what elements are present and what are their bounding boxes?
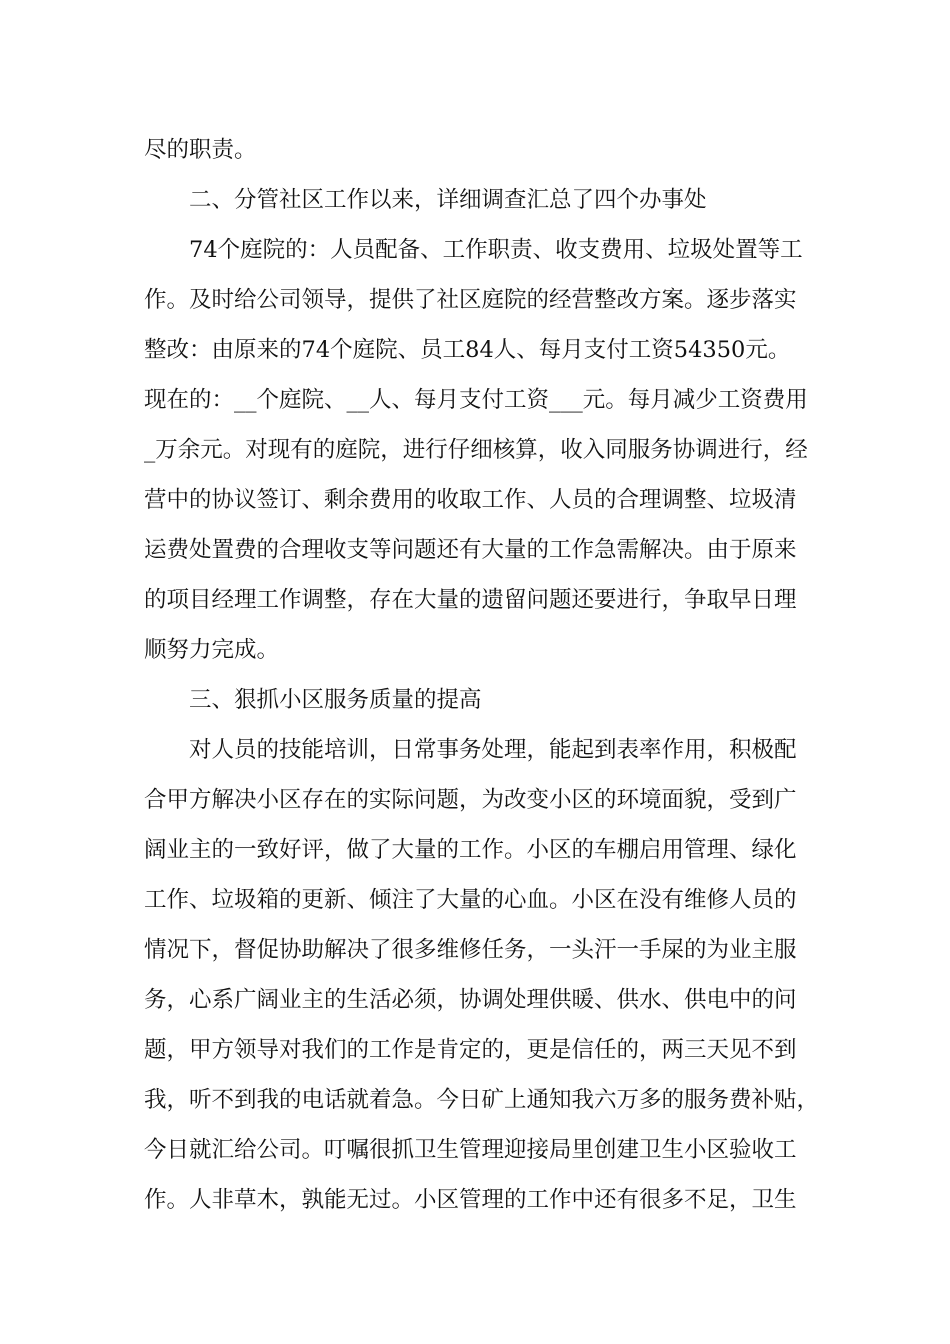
text-line-9: 运费处置费的合理收支等问题还有大量的工作急需解决。由于原来 [144, 537, 797, 563]
text-line-3: 74个庭院的：人员配备、工作职责、收支费用、垃圾处置等工 [189, 237, 803, 263]
text-line-7: _万余元。对现有的庭院，进行仔细核算，收入同服务协调进行，经 [144, 437, 808, 463]
text-line-5: 整改：由原来的74个庭院、员工84人、每月支付工资54350元。 [144, 337, 791, 363]
text-line-15: 阔业主的一致好评，做了大量的工作。小区的车棚启用管理、绿化 [144, 837, 797, 863]
text-line-13: 对人员的技能培训，日常事务处理，能起到表率作用，积极配 [189, 737, 797, 763]
text-line-19: 题，甲方领导对我们的工作是肯定的，更是信任的，两三天见不到 [144, 1037, 797, 1063]
text-line-6: 现在的：__个庭院、__人、每月支付工资___元。每月减少工资费用 [144, 387, 808, 413]
text-line-4: 作。及时给公司领导，提供了社区庭院的经营整改方案。逐步落实 [144, 287, 797, 313]
text-line-21: 今日就汇给公司。叮嘱很抓卫生管理迎接局里创建卫生小区验收工 [144, 1137, 797, 1163]
text-line-11: 顺努力完成。 [144, 637, 280, 663]
text-line-10: 的项目经理工作调整，存在大量的遗留问题还要进行，争取早日理 [144, 587, 797, 613]
text-line-22: 作。人非草木，孰能无过。小区管理的工作中还有很多不足，卫生 [144, 1187, 797, 1213]
text-line-14: 合甲方解决小区存在的实际问题，为改变小区的环境面貌，受到广 [144, 787, 797, 813]
section-heading-3: 三、狠抓小区服务质量的提高 [189, 687, 482, 713]
text-line-20: 我，听不到我的电话就着急。今日矿上通知我六万多的服务费补贴， [144, 1087, 820, 1113]
section-heading-2: 二、分管社区工作以来，详细调查汇总了四个办事处 [189, 187, 707, 213]
text-line-17: 情况下，督促协助解决了很多维修任务，一头汗一手屎的为业主服 [144, 937, 797, 963]
text-line-8: 营中的协议签订、剩余费用的收取工作、人员的合理调整、垃圾清 [144, 487, 797, 513]
text-line-16: 工作、垃圾箱的更新、倾注了大量的心血。小区在没有维修人员的 [144, 887, 797, 913]
text-line-1: 尽的职责。 [144, 137, 257, 163]
text-line-18: 务，心系广阔业主的生活必须，协调处理供暖、供水、供电中的问 [144, 987, 797, 1013]
